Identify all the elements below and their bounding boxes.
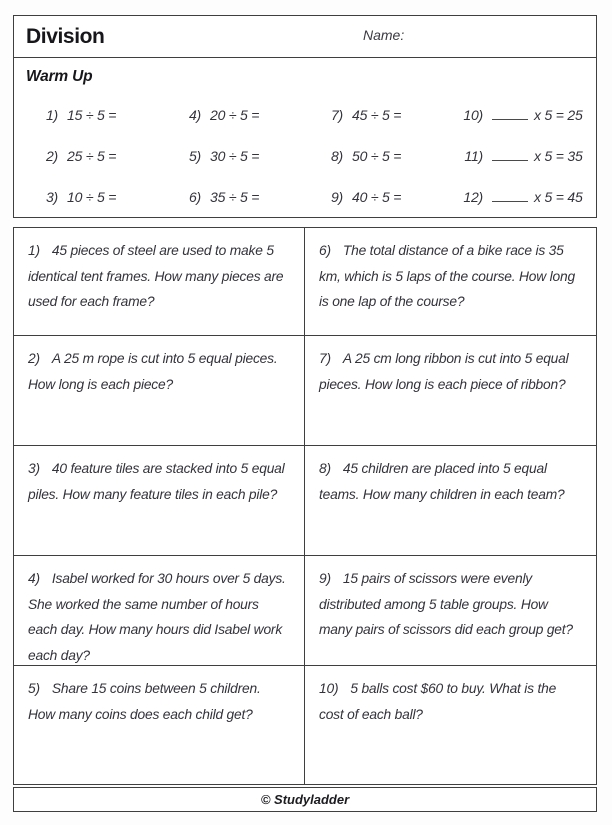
warmup-grid xyxy=(26,94,596,217)
warmup-item-number: 5) xyxy=(188,147,201,164)
problem-text: 45 pieces of steel are used to make 5 identical tent frames. How many pieces are used for each frame? xyxy=(28,243,284,310)
problem-cell-3 xyxy=(14,446,305,556)
warmup-item-8 xyxy=(321,148,461,164)
warmup-item-number: 4) xyxy=(188,106,201,123)
problem-number: 1) xyxy=(28,243,40,258)
warmup-item-number: 10) xyxy=(463,106,483,123)
problem-text: 40 feature tiles are stacked into 5 equal piles. How many feature tiles in each pile? xyxy=(28,461,285,502)
problem-text: Share 15 coins between 5 children. How many coins does each child get? xyxy=(28,681,261,722)
warmup-item-number: 11) xyxy=(464,147,483,164)
problem-cell-1 xyxy=(14,228,305,336)
warmup-section xyxy=(14,58,596,217)
warmup-item-expression: 25 ÷ 5 = xyxy=(67,147,117,164)
warmup-item-expression: 20 ÷ 5 = xyxy=(210,106,260,123)
warmup-item-12 xyxy=(461,189,596,205)
warmup-item-1 xyxy=(36,107,179,123)
problem-text: 5 balls cost $60 to buy. What is the cost of each ball? xyxy=(319,681,557,722)
warmup-item-number: 1) xyxy=(45,106,58,123)
warmup-item-expression: 30 ÷ 5 = xyxy=(210,147,260,164)
warmup-item-4 xyxy=(179,107,321,123)
warmup-item-number: 6) xyxy=(188,188,201,205)
footer-bar xyxy=(13,787,597,812)
warmup-item-expression: 15 ÷ 5 = xyxy=(67,106,117,123)
problem-number: 9) xyxy=(319,571,331,586)
problem-number: 8) xyxy=(319,461,331,476)
problem-cell-4 xyxy=(14,556,305,666)
problem-number: 3) xyxy=(28,461,40,476)
warmup-item-number: 12) xyxy=(463,188,483,205)
problem-text: A 25 m rope is cut into 5 equal pieces. How long is each piece? xyxy=(28,351,278,392)
problem-cell-9 xyxy=(305,556,596,666)
warmup-item-expression: 10 ÷ 5 = xyxy=(67,188,117,205)
answer-blank-line xyxy=(492,149,528,161)
problem-number: 5) xyxy=(28,681,40,696)
warmup-item-expression: x 5 = 45 xyxy=(534,188,583,205)
copyright-text: © Studyladder xyxy=(260,792,350,807)
warmup-item-7 xyxy=(321,107,461,123)
problem-cell-5 xyxy=(14,666,305,784)
problem-cell-8 xyxy=(305,446,596,556)
header-warmup-box xyxy=(13,15,597,218)
answer-blank-line xyxy=(492,108,528,120)
problem-text: The total distance of a bike race is 35 km, which is 5 laps of the course. How long is one lap of the course? xyxy=(319,243,575,310)
warmup-item-10 xyxy=(461,107,596,123)
problem-text: A 25 cm long ribbon is cut into 5 equal pieces. How long is each piece of ribbon? xyxy=(319,351,569,392)
warmup-item-9 xyxy=(321,189,461,205)
problem-cell-10 xyxy=(305,666,596,784)
warmup-item-expression: 35 ÷ 5 = xyxy=(210,188,260,205)
problem-cell-6 xyxy=(305,228,596,336)
warmup-item-number: 3) xyxy=(45,188,58,205)
warmup-item-expression: x 5 = 35 xyxy=(534,147,583,164)
problem-number: 4) xyxy=(28,571,40,586)
warmup-item-number: 2) xyxy=(45,147,58,164)
problem-number: 7) xyxy=(319,351,331,366)
warmup-item-6 xyxy=(179,189,321,205)
warmup-item-number: 7) xyxy=(330,106,343,123)
warmup-item-expression: 50 ÷ 5 = xyxy=(352,147,402,164)
warmup-item-3 xyxy=(36,189,179,205)
warmup-heading: Warm Up xyxy=(26,68,93,85)
warmup-item-2 xyxy=(36,148,179,164)
problem-text: Isabel worked for 30 hours over 5 days. She worked the same number of hours each day. How many hours did Isabel work each day? xyxy=(28,571,286,663)
warmup-item-5 xyxy=(179,148,321,164)
name-label: Name: xyxy=(363,27,405,43)
problem-number: 10) xyxy=(319,681,339,696)
problem-number: 2) xyxy=(28,351,40,366)
problem-text: 45 children are placed into 5 equal teams. How many children in each team? xyxy=(319,461,565,502)
problem-cell-2 xyxy=(14,336,305,446)
warmup-item-expression: 45 ÷ 5 = xyxy=(352,106,402,123)
problem-text: 15 pairs of scissors were evenly distributed among 5 table groups. How many pairs of scissors did each group get? xyxy=(319,571,573,638)
problem-cell-7 xyxy=(305,336,596,446)
warmup-item-number: 8) xyxy=(330,147,343,164)
warmup-item-11 xyxy=(461,148,596,164)
warmup-item-expression: 40 ÷ 5 = xyxy=(352,188,402,205)
worksheet-header xyxy=(14,16,596,58)
problem-number: 6) xyxy=(319,243,331,258)
problems-grid xyxy=(13,227,597,785)
warmup-item-number: 9) xyxy=(330,188,343,205)
warmup-item-expression: x 5 = 25 xyxy=(534,106,583,123)
page-title: Division xyxy=(26,24,105,48)
answer-blank-line xyxy=(492,190,528,202)
